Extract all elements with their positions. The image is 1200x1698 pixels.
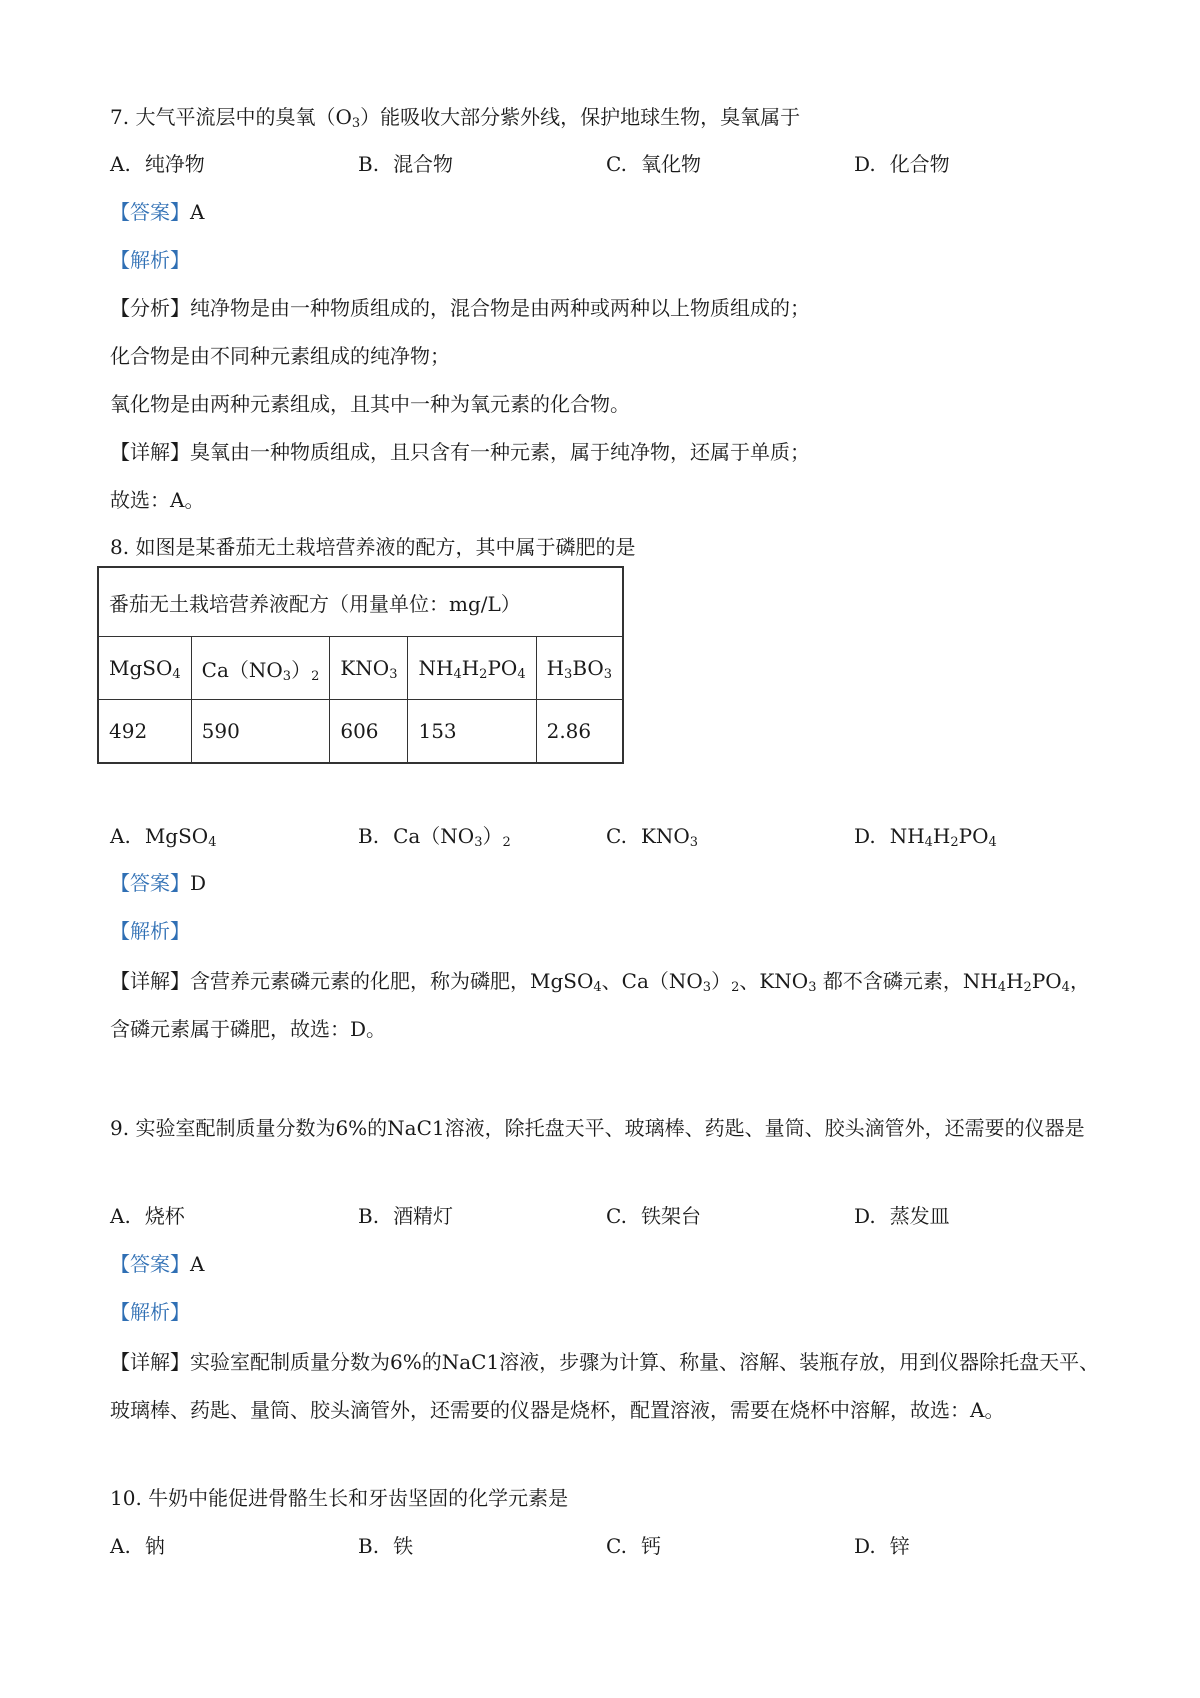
header-ca-no3-2: $Ca(NO_3)_2$ xyxy=(191,637,330,700)
value-ca-no3-2: 590 xyxy=(191,700,330,764)
q8-options xyxy=(110,822,1110,850)
table-caption: 番茄无土栽培营养液配方（用量单位：mg/L） xyxy=(98,567,623,637)
q9-option-b[interactable]: B. 酒精灯 xyxy=(358,1204,454,1228)
q8-option-b[interactable]: B. $Ca(NO_3)_2$ xyxy=(358,824,511,850)
q7-option-c[interactable]: C. 氧化物 xyxy=(606,152,701,176)
q8-option-c[interactable]: C. $KNO_3$ xyxy=(606,824,699,850)
q7-fenxi-1: 【分析】纯净物是由一种物质组成的，混合物是由两种或两种以上物质组成的； xyxy=(110,296,810,320)
q10-options xyxy=(110,1532,1110,1560)
nutrient-table xyxy=(97,566,624,764)
q7-answer: 【答案】A xyxy=(110,200,205,224)
q9-answer: 【答案】A xyxy=(110,1252,205,1276)
q8-answer: 【答案】D xyxy=(110,871,207,895)
q9-options xyxy=(110,1202,1110,1230)
q10-option-d[interactable]: D. 锌 xyxy=(854,1534,910,1558)
q7-option-a[interactable]: A. 纯净物 xyxy=(110,152,205,176)
q10-option-c[interactable]: C. 钙 xyxy=(606,1534,661,1558)
q7-option-d[interactable]: D. 化合物 xyxy=(854,152,950,176)
q7-stem: 7. 大气平流层中的臭氧$(O_3)$能吸收大部分紫外线，保护地球生物，臭氧属于 xyxy=(110,105,801,131)
q8-option-d[interactable]: D. $NH_4H_2PO_4$ xyxy=(854,824,997,850)
q9-analysis-tag: 【解析】 xyxy=(110,1300,190,1324)
q7-analysis-tag: 【解析】 xyxy=(110,248,190,272)
q7-detail: 【详解】臭氧由一种物质组成，且只含有一种元素，属于纯净物，还属于单质； xyxy=(110,440,810,464)
value-h3bo3: 2.86 xyxy=(536,700,623,764)
q7-options xyxy=(110,150,1110,178)
q7-option-b[interactable]: B. 混合物 xyxy=(358,152,454,176)
value-kno3: 606 xyxy=(330,700,408,764)
q8-analysis-tag: 【解析】 xyxy=(110,919,190,943)
value-mgso4: 492 xyxy=(98,700,191,764)
table-header-row xyxy=(98,637,623,700)
header-kno3: $KNO_3$ xyxy=(330,637,408,700)
q10-option-b[interactable]: B. 铁 xyxy=(358,1534,414,1558)
q10-stem: 10. 牛奶中能促进骨骼生长和牙齿坚固的化学元素是 xyxy=(110,1486,569,1510)
q7-fenxi-3: 氧化物是由两种元素组成，且其中一种为氧元素的化合物。 xyxy=(110,392,630,416)
q8-stem: 8. 如图是某番茄无土栽培营养液的配方，其中属于磷肥的是 xyxy=(110,535,636,559)
q9-option-c[interactable]: C. 铁架台 xyxy=(606,1204,701,1228)
table-value-row xyxy=(98,700,623,764)
q8-option-a[interactable]: A. MgSO$_4$ xyxy=(110,824,217,850)
q9-detail: 【详解】实验室配制质量分数为6%的NaC1溶液，步骤为计算、称量、溶解、装瓶存放，用到仪器除托盘天平、玻璃棒、药匙、量筒、胶头滴管外，还需要的仪器是烧杯，配置溶液，需要在烧杯中溶解，故选：A。 xyxy=(110,1350,1100,1422)
q7-choose: 故选：A。 xyxy=(110,488,205,512)
q8-detail: 【详解】含营养元素磷元素的化肥，称为磷肥，MgSO$_4$、$Ca(NO_3)_2$、$KNO_3$ 都不含磷元素，$NH_4H_2PO_4$，含磷元素属于磷肥，故选：D。 xyxy=(110,969,1090,1041)
q9-option-d[interactable]: D. 蒸发皿 xyxy=(854,1204,950,1228)
header-h3bo3: $H_3BO_3$ xyxy=(536,637,623,700)
value-nh4h2po4: 153 xyxy=(408,700,536,764)
q9-stem: 9. 实验室配制质量分数为6%的NaC1溶液，除托盘天平、玻璃棒、药匙、量筒、胶头滴管外，还需要的仪器是 xyxy=(110,1116,1085,1140)
header-mgso4: MgSO$_4$ xyxy=(98,637,191,700)
q9-option-a[interactable]: A. 烧杯 xyxy=(110,1204,185,1228)
header-nh4h2po4: $NH_4H_2PO_4$ xyxy=(408,637,536,700)
q7-fenxi-2: 化合物是由不同种元素组成的纯净物； xyxy=(110,344,450,368)
q10-option-a[interactable]: A. 钠 xyxy=(110,1534,165,1558)
